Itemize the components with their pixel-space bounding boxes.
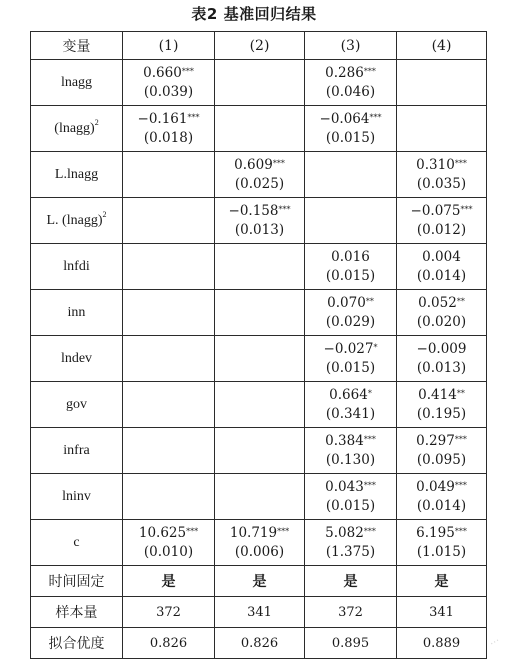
coefficient-cell [123, 60, 215, 106]
standard-error: (0.035) [416, 175, 467, 192]
coefficient-value: 5.082 [325, 524, 364, 541]
coefficient-line [305, 386, 396, 405]
variable-label [31, 520, 123, 566]
variable-name: c [73, 534, 80, 550]
standard-error: (0.006) [234, 543, 285, 560]
coefficient-cell [215, 198, 305, 244]
coefficient-value: 0.297 [416, 432, 455, 449]
regression-table [30, 31, 487, 659]
coefficient-value: 0.043 [325, 478, 364, 495]
coefficient-cell [123, 152, 215, 198]
coefficient-line [215, 524, 304, 543]
standard-error: (0.015) [325, 129, 376, 146]
standard-error: (0.014) [416, 497, 467, 514]
variable-label [31, 106, 123, 152]
coefficient-line [123, 64, 214, 83]
variable-name: lnfdi [63, 258, 90, 274]
coefficient-line [305, 64, 396, 83]
coefficient-line [397, 156, 486, 175]
coefficient-cell [123, 382, 215, 428]
coefficient-line [397, 248, 486, 267]
summary-label: 样本量 [31, 597, 123, 628]
significance-stars: *** [186, 526, 199, 536]
coefficient-cell [397, 290, 487, 336]
standard-error: (0.029) [325, 313, 376, 330]
significance-stars: *** [369, 112, 382, 122]
coefficient-cell [397, 60, 487, 106]
table-row [31, 106, 487, 152]
variable-name: infra [63, 442, 90, 458]
standard-error: (0.013) [234, 221, 285, 238]
coefficient-cell [397, 382, 487, 428]
coefficient-cell [305, 520, 397, 566]
coefficient-value: 0.310 [416, 156, 455, 173]
summary-value: 372 [123, 597, 215, 628]
coefficient-value: −0.158 [228, 202, 279, 219]
coefficient-cell [215, 336, 305, 382]
significance-stars: *** [454, 526, 467, 536]
coefficient-cell [215, 60, 305, 106]
coefficient-cell [305, 336, 397, 382]
coefficient-cell [215, 106, 305, 152]
coefficient-cell [397, 428, 487, 474]
table-row [31, 60, 487, 106]
coefficient-cell [215, 520, 305, 566]
coefficient-value: −0.009 [416, 340, 467, 357]
coefficient-value: −0.064 [319, 110, 370, 127]
coefficient-cell [305, 290, 397, 336]
coefficient-line [305, 432, 396, 451]
significance-stars: *** [454, 434, 467, 444]
variable-label [31, 474, 123, 520]
coefficient-cell [397, 520, 487, 566]
coefficient-value: 6.195 [416, 524, 455, 541]
variable-label [31, 152, 123, 198]
variable-name: lnagg [60, 74, 93, 90]
coefficient-cell [215, 474, 305, 520]
variable-superscript: 2 [102, 209, 107, 219]
variable-name: L.lnagg [54, 166, 99, 182]
standard-error: (0.012) [416, 221, 467, 238]
header-variable: 变量 [31, 32, 123, 60]
variable-label [31, 382, 123, 428]
summary-value: 372 [305, 597, 397, 628]
variable-superscript: 2 [94, 117, 99, 127]
coefficient-value: 0.286 [325, 64, 364, 81]
coefficient-value: 10.625 [138, 524, 187, 541]
coefficient-value: 0.609 [234, 156, 273, 173]
coefficient-line [397, 478, 486, 497]
standard-error: (0.013) [416, 359, 467, 376]
summary-label: 拟合优度 [31, 628, 123, 659]
coefficient-cell [123, 336, 215, 382]
summary-value: 341 [397, 597, 487, 628]
coefficient-value: 0.052 [418, 294, 457, 311]
table-row [31, 198, 487, 244]
standard-error: (0.130) [325, 451, 376, 468]
coefficient-line [123, 110, 214, 129]
significance-stars: * [367, 388, 372, 398]
table-row [31, 336, 487, 382]
summary-row [31, 566, 487, 597]
coefficient-line [397, 294, 486, 313]
variable-label [31, 428, 123, 474]
coefficient-value: −0.027 [323, 340, 374, 357]
table-row [31, 244, 487, 290]
significance-stars: *** [363, 526, 376, 536]
coefficient-cell [215, 244, 305, 290]
variable-label [31, 336, 123, 382]
variable-label [31, 198, 123, 244]
coefficient-value: 0.016 [331, 248, 370, 265]
standard-error: (0.025) [234, 175, 285, 192]
coefficient-value: −0.161 [137, 110, 188, 127]
coefficient-line [397, 340, 486, 359]
summary-value: 是 [215, 566, 305, 597]
coefficient-line [305, 340, 396, 359]
significance-stars: * [373, 342, 378, 352]
coefficient-cell [123, 290, 215, 336]
variable-name: L. (lnagg) [46, 212, 103, 228]
table-row [31, 474, 487, 520]
coefficient-value: −0.075 [410, 202, 461, 219]
coefficient-cell [305, 152, 397, 198]
variable-label [31, 244, 123, 290]
standard-error: (1.375) [325, 543, 376, 560]
coefficient-value: 10.719 [229, 524, 278, 541]
significance-stars: *** [454, 480, 467, 490]
significance-stars: ** [456, 296, 465, 306]
significance-stars: *** [272, 158, 285, 168]
coefficient-cell [215, 290, 305, 336]
coefficient-line [397, 432, 486, 451]
significance-stars: *** [454, 158, 467, 168]
coefficient-cell [305, 474, 397, 520]
standard-error: (0.015) [325, 359, 376, 376]
coefficient-cell [123, 106, 215, 152]
coefficient-cell [305, 428, 397, 474]
table-row [31, 382, 487, 428]
summary-value: 0.889 [397, 628, 487, 659]
summary-value: 341 [215, 597, 305, 628]
coefficient-value: 0.070 [327, 294, 366, 311]
coefficient-line [305, 478, 396, 497]
standard-error: (1.015) [416, 543, 467, 560]
coefficient-cell [305, 60, 397, 106]
standard-error: (0.014) [416, 267, 467, 284]
standard-error: (0.039) [143, 83, 194, 100]
summary-value: 0.826 [123, 628, 215, 659]
coefficient-cell [397, 336, 487, 382]
coefficient-cell [397, 474, 487, 520]
table-row [31, 152, 487, 198]
coefficient-line [305, 524, 396, 543]
significance-stars: *** [181, 66, 194, 76]
coefficient-cell [215, 382, 305, 428]
summary-value: 0.826 [215, 628, 305, 659]
coefficient-cell [123, 428, 215, 474]
summary-value: 是 [123, 566, 215, 597]
variable-name: inn [67, 304, 86, 320]
coefficient-line [123, 524, 214, 543]
coefficient-value: 0.414 [418, 386, 457, 403]
summary-value: 是 [305, 566, 397, 597]
coefficient-cell [305, 198, 397, 244]
coefficient-line [215, 202, 304, 221]
coefficient-cell [123, 198, 215, 244]
standard-error: (0.095) [416, 451, 467, 468]
coefficient-line [305, 248, 396, 267]
watermark: ⋯ [487, 635, 503, 650]
coefficient-line [397, 202, 486, 221]
coefficient-line [397, 386, 486, 405]
summary-label: 时间固定 [31, 566, 123, 597]
variable-name: lndev [60, 350, 93, 366]
variable-name: lninv [62, 488, 91, 504]
standard-error: (0.195) [416, 405, 467, 422]
summary-row [31, 597, 487, 628]
coefficient-cell [397, 152, 487, 198]
coefficient-line [305, 294, 396, 313]
coefficient-cell [305, 244, 397, 290]
significance-stars: *** [363, 434, 376, 444]
header-col-3: (3) [305, 32, 397, 60]
table-title: 表2 基准回归结果 [191, 5, 317, 23]
standard-error: (0.341) [325, 405, 376, 422]
significance-stars: ** [456, 388, 465, 398]
coefficient-line [305, 110, 396, 129]
coefficient-line [215, 156, 304, 175]
summary-row [31, 628, 487, 659]
standard-error: (0.015) [325, 497, 376, 514]
coefficient-cell [305, 106, 397, 152]
coefficient-cell [215, 428, 305, 474]
variable-label [31, 290, 123, 336]
summary-value: 0.895 [305, 628, 397, 659]
variable-label [31, 60, 123, 106]
variable-name: gov [66, 396, 87, 412]
header-col-2: (2) [215, 32, 305, 60]
coefficient-cell [123, 244, 215, 290]
coefficient-value: 0.664 [329, 386, 368, 403]
coefficient-value: 0.004 [422, 248, 461, 265]
coefficient-cell [397, 244, 487, 290]
standard-error: (0.020) [416, 313, 467, 330]
coefficient-value: 0.049 [416, 478, 455, 495]
table-row [31, 290, 487, 336]
significance-stars: *** [277, 526, 290, 536]
coefficient-value: 0.384 [325, 432, 364, 449]
coefficient-value: 0.660 [143, 64, 182, 81]
significance-stars: *** [460, 204, 473, 214]
header-col-4: (4) [397, 32, 487, 60]
coefficient-cell [397, 106, 487, 152]
header-col-1: (1) [123, 32, 215, 60]
significance-stars: *** [363, 480, 376, 490]
summary-value: 是 [397, 566, 487, 597]
coefficient-cell [305, 382, 397, 428]
header-row [31, 32, 487, 60]
table-row [31, 428, 487, 474]
standard-error: (0.018) [143, 129, 194, 146]
coefficient-line [397, 524, 486, 543]
coefficient-cell [123, 474, 215, 520]
coefficient-cell [397, 198, 487, 244]
standard-error: (0.010) [143, 543, 194, 560]
table-row [31, 520, 487, 566]
significance-stars: *** [363, 66, 376, 76]
significance-stars: ** [365, 296, 374, 306]
coefficient-cell [123, 520, 215, 566]
significance-stars: *** [278, 204, 291, 214]
standard-error: (0.046) [325, 83, 376, 100]
coefficient-cell [215, 152, 305, 198]
standard-error: (0.015) [325, 267, 376, 284]
significance-stars: *** [187, 112, 200, 122]
variable-name: (lnagg) [54, 120, 95, 136]
